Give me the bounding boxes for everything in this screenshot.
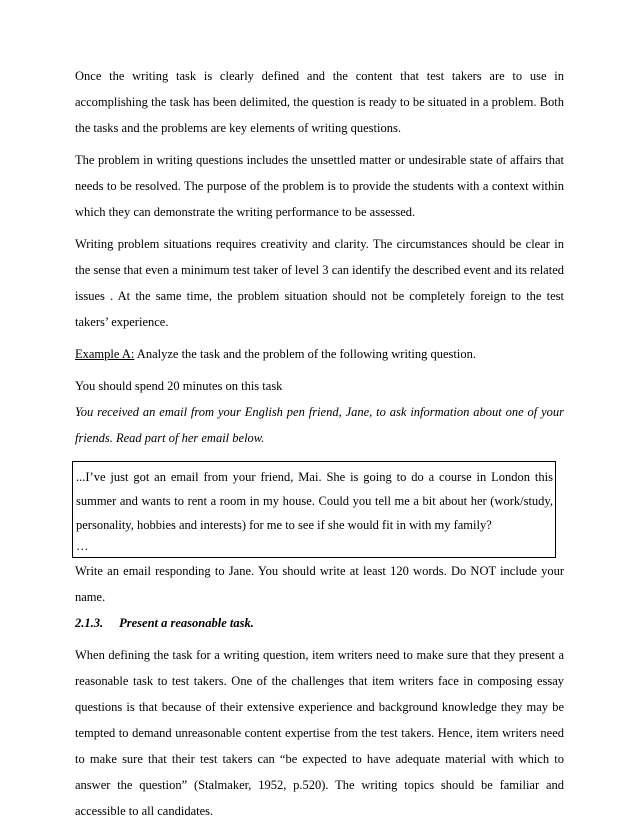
page-body: [75, 63, 564, 824]
email-excerpt-ellipsis: …: [76, 539, 89, 553]
section-number: 2.1.3.: [75, 616, 104, 630]
example-time-limit: You should spend 20 minutes on this task: [75, 379, 283, 393]
paragraph-task-definition: Once the writing task is clearly defined and the content that test takers are to use in accomplishing the task has been delimited, the question is ready to be situated in a problem. Both the tasks and the problems are key elements of writing questions.: [75, 69, 564, 135]
section-title: Present a reasonable task.: [119, 616, 254, 630]
example-heading: [75, 341, 564, 367]
example-prompt: You received an email from your English pen friend, Jane, to ask information about one of your friends. Read part of her email below.: [75, 405, 564, 445]
example-intro: Analyze the task and the problem of the following writing question.: [134, 347, 476, 361]
section-heading: [75, 610, 564, 636]
paragraph-problem-definition: The problem in writing questions includes the unsettled matter or undesirable state of affairs that needs to be resolved. The purpose of the problem is to provide the students with a context within which they can demonstrate the writing performance to be assessed.: [75, 153, 564, 219]
example-label: Example A:: [75, 347, 135, 361]
email-excerpt-box: [72, 461, 556, 558]
email-excerpt-text: ...I’ve just got an email from your friend, Mai. She is going to do a course in London this summer and wants to rent a room in my house. Could you tell me a bit about her (work/study, personality, hobbies and interests) for me to see if she would fit in with my family?: [76, 470, 553, 532]
paragraph-problem-situations: Writing problem situations requires creativity and clarity. The circumstances should be clear in the sense that even a minimum test taker of level 3 can identify the described event and its related issues . At the same time, the problem situation should not be completely foreign to the test takers’ experience.: [75, 237, 564, 329]
paragraph-reasonable-task: When defining the task for a writing question, item writers need to make sure that they present a reasonable task to test takers. One of the challenges that item writers face in composing essay questions is that because of their extensive experience and background knowledge they may be tempted to demand unreasonable content expertise from the test takers. Hence, item writers need to make sure that their test takers can “be expected to have adequate material with which to answer the question” (Stalmaker, 1952, p.520). The writing topics should be familiar and accessible to all candidates.: [75, 648, 564, 818]
example-instruction: Write an email responding to Jane. You should write at least 120 words. Do NOT include your name.: [75, 564, 564, 604]
